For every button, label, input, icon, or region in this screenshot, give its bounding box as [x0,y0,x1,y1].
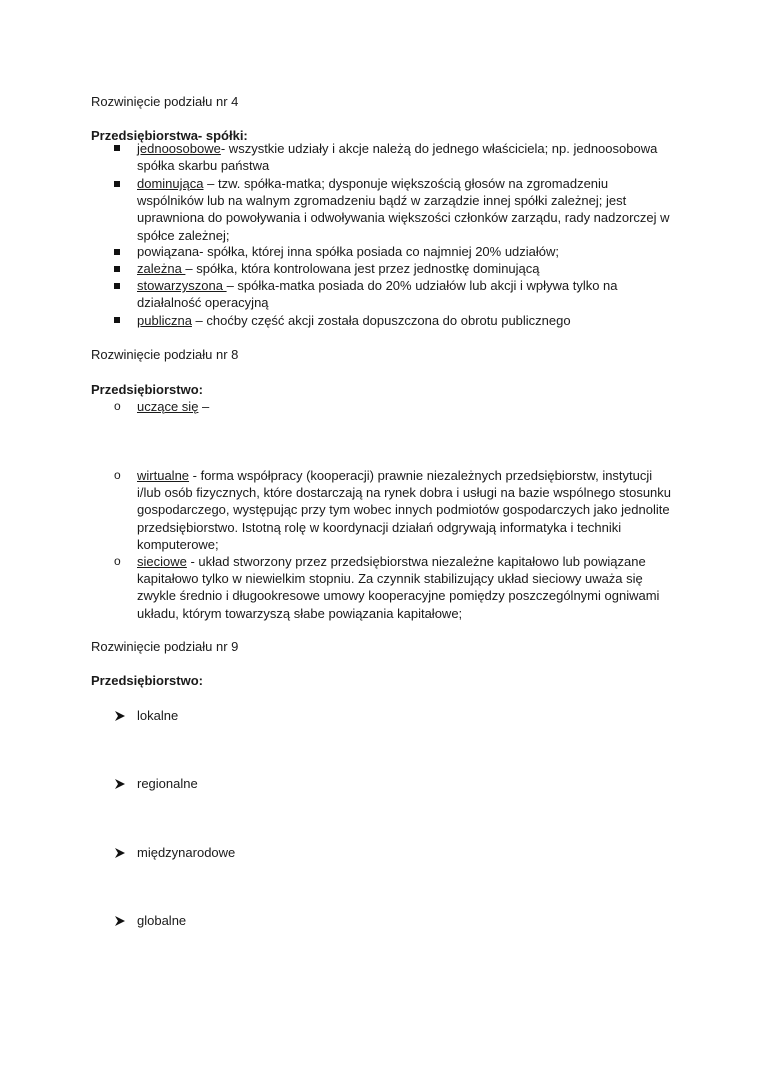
section-4-subheading: Przedsiębiorstwa- spółki: [91,128,248,143]
term-wirtualne: wirtualne [137,468,190,483]
definition: – choćby część akcji została dopuszczona do obrotu publicznego [191,313,571,328]
square-bullet-icon [114,317,120,323]
definition: – spółka, która kontrolowana jest przez jednostkę dominującą [185,261,540,276]
section-9-subheading: Przedsiębiorstwo: [91,673,203,688]
term-stowarzyszona: stowarzyszona [137,278,227,293]
arrow-bullet-icon [114,710,126,722]
list-item-globalne: globalne [137,913,187,928]
definition: – spółka-matka posiada do 20% udziałów lub akcji i wpływa tylko na działalność operacyjną [137,278,618,311]
definition: - forma współpracy (kooperacji) prawnie niezależnych przedsiębiorstw, instytucji i/lub osób fizycznych, które dostarczają na rynek dobra i usługi na bazie wspólnego stosunku gospodarczego, występując przy tym wobec innych podmiotów gospodarczych jako jednolite przedsiębiorstwo. Istotną rolę w koordynacji działań odgrywają informatyka i techniki komputerowe; [137,468,672,552]
definition: - wszystkie udziały i akcje należą do jednego właściciela; np. jednoosobowa spółka skarbu państwa [137,141,658,174]
square-bullet-icon [114,266,120,272]
term-jednoosobowe: jednoosobowe [137,141,221,156]
circle-bullet-icon: o [114,468,121,482]
square-bullet-icon [114,145,120,151]
arrow-bullet-icon [114,847,126,859]
list-item-dominujaca [137,175,677,244]
arrow-bullet-icon [114,915,126,927]
arrow-bullet-icon [114,778,126,790]
term-publiczna: publiczna [137,313,192,328]
section-8-heading: Rozwinięcie podziału nr 8 [91,347,239,362]
square-bullet-icon [114,249,120,255]
circle-bullet-icon: o [114,554,121,568]
circle-bullet-icon: o [114,399,121,413]
list-item-powiazana: powiązana- spółka, której inna spółka posiada co najmniej 20% udziałów; [137,244,560,259]
section-8-subheading: Przedsiębiorstwo: [91,382,203,397]
list-item-sieciowe [137,553,677,622]
list-item-wirtualne [137,467,677,553]
definition: - układ stworzony przez przedsiębiorstwa niezależne kapitałowo lub powiązane kapitałowo tylko w niewielkim stopniu. Za czynnik stabilizujący układ sieciowy uważa się zwykle średnio i długookresowe umowy kooperacyjne pomiędzy poszczególnymi ogniwami układu, którym towarzyszą słabe powiązania kapitałowe; [137,554,660,621]
square-bullet-icon [114,181,120,187]
term-zalezna: zależna [137,261,186,276]
list-item-zalezna [137,260,677,277]
term-uczace-sie: uczące się [137,399,199,414]
list-item-regionalne: regionalne [137,776,198,791]
definition: – [198,399,210,414]
section-9-heading: Rozwinięcie podziału nr 9 [91,639,239,654]
square-bullet-icon [114,283,120,289]
list-item-uczace-sie [137,398,677,415]
list-item-jednoosobowe [137,140,677,174]
list-item-lokalne: lokalne [137,708,179,723]
list-item-publiczna [137,312,677,329]
term-dominujaca: dominująca [137,176,204,191]
list-item-stowarzyszona [137,277,677,311]
term-sieciowe: sieciowe [137,554,187,569]
section-4-heading: Rozwinięcie podziału nr 4 [91,94,239,109]
definition: – tzw. spółka-matka; dysponuje większością głosów na zgromadzeniu wspólników lub na walnym zgromadzeniu bądź w zarządzie innej spółki zależnej; jest uprawniona do powoływania i odwoływania większości członków zarządu, rady nadzorczej w spółce zależnej; [137,176,670,243]
list-item-miedzynarodowe: międzynarodowe [137,845,236,860]
